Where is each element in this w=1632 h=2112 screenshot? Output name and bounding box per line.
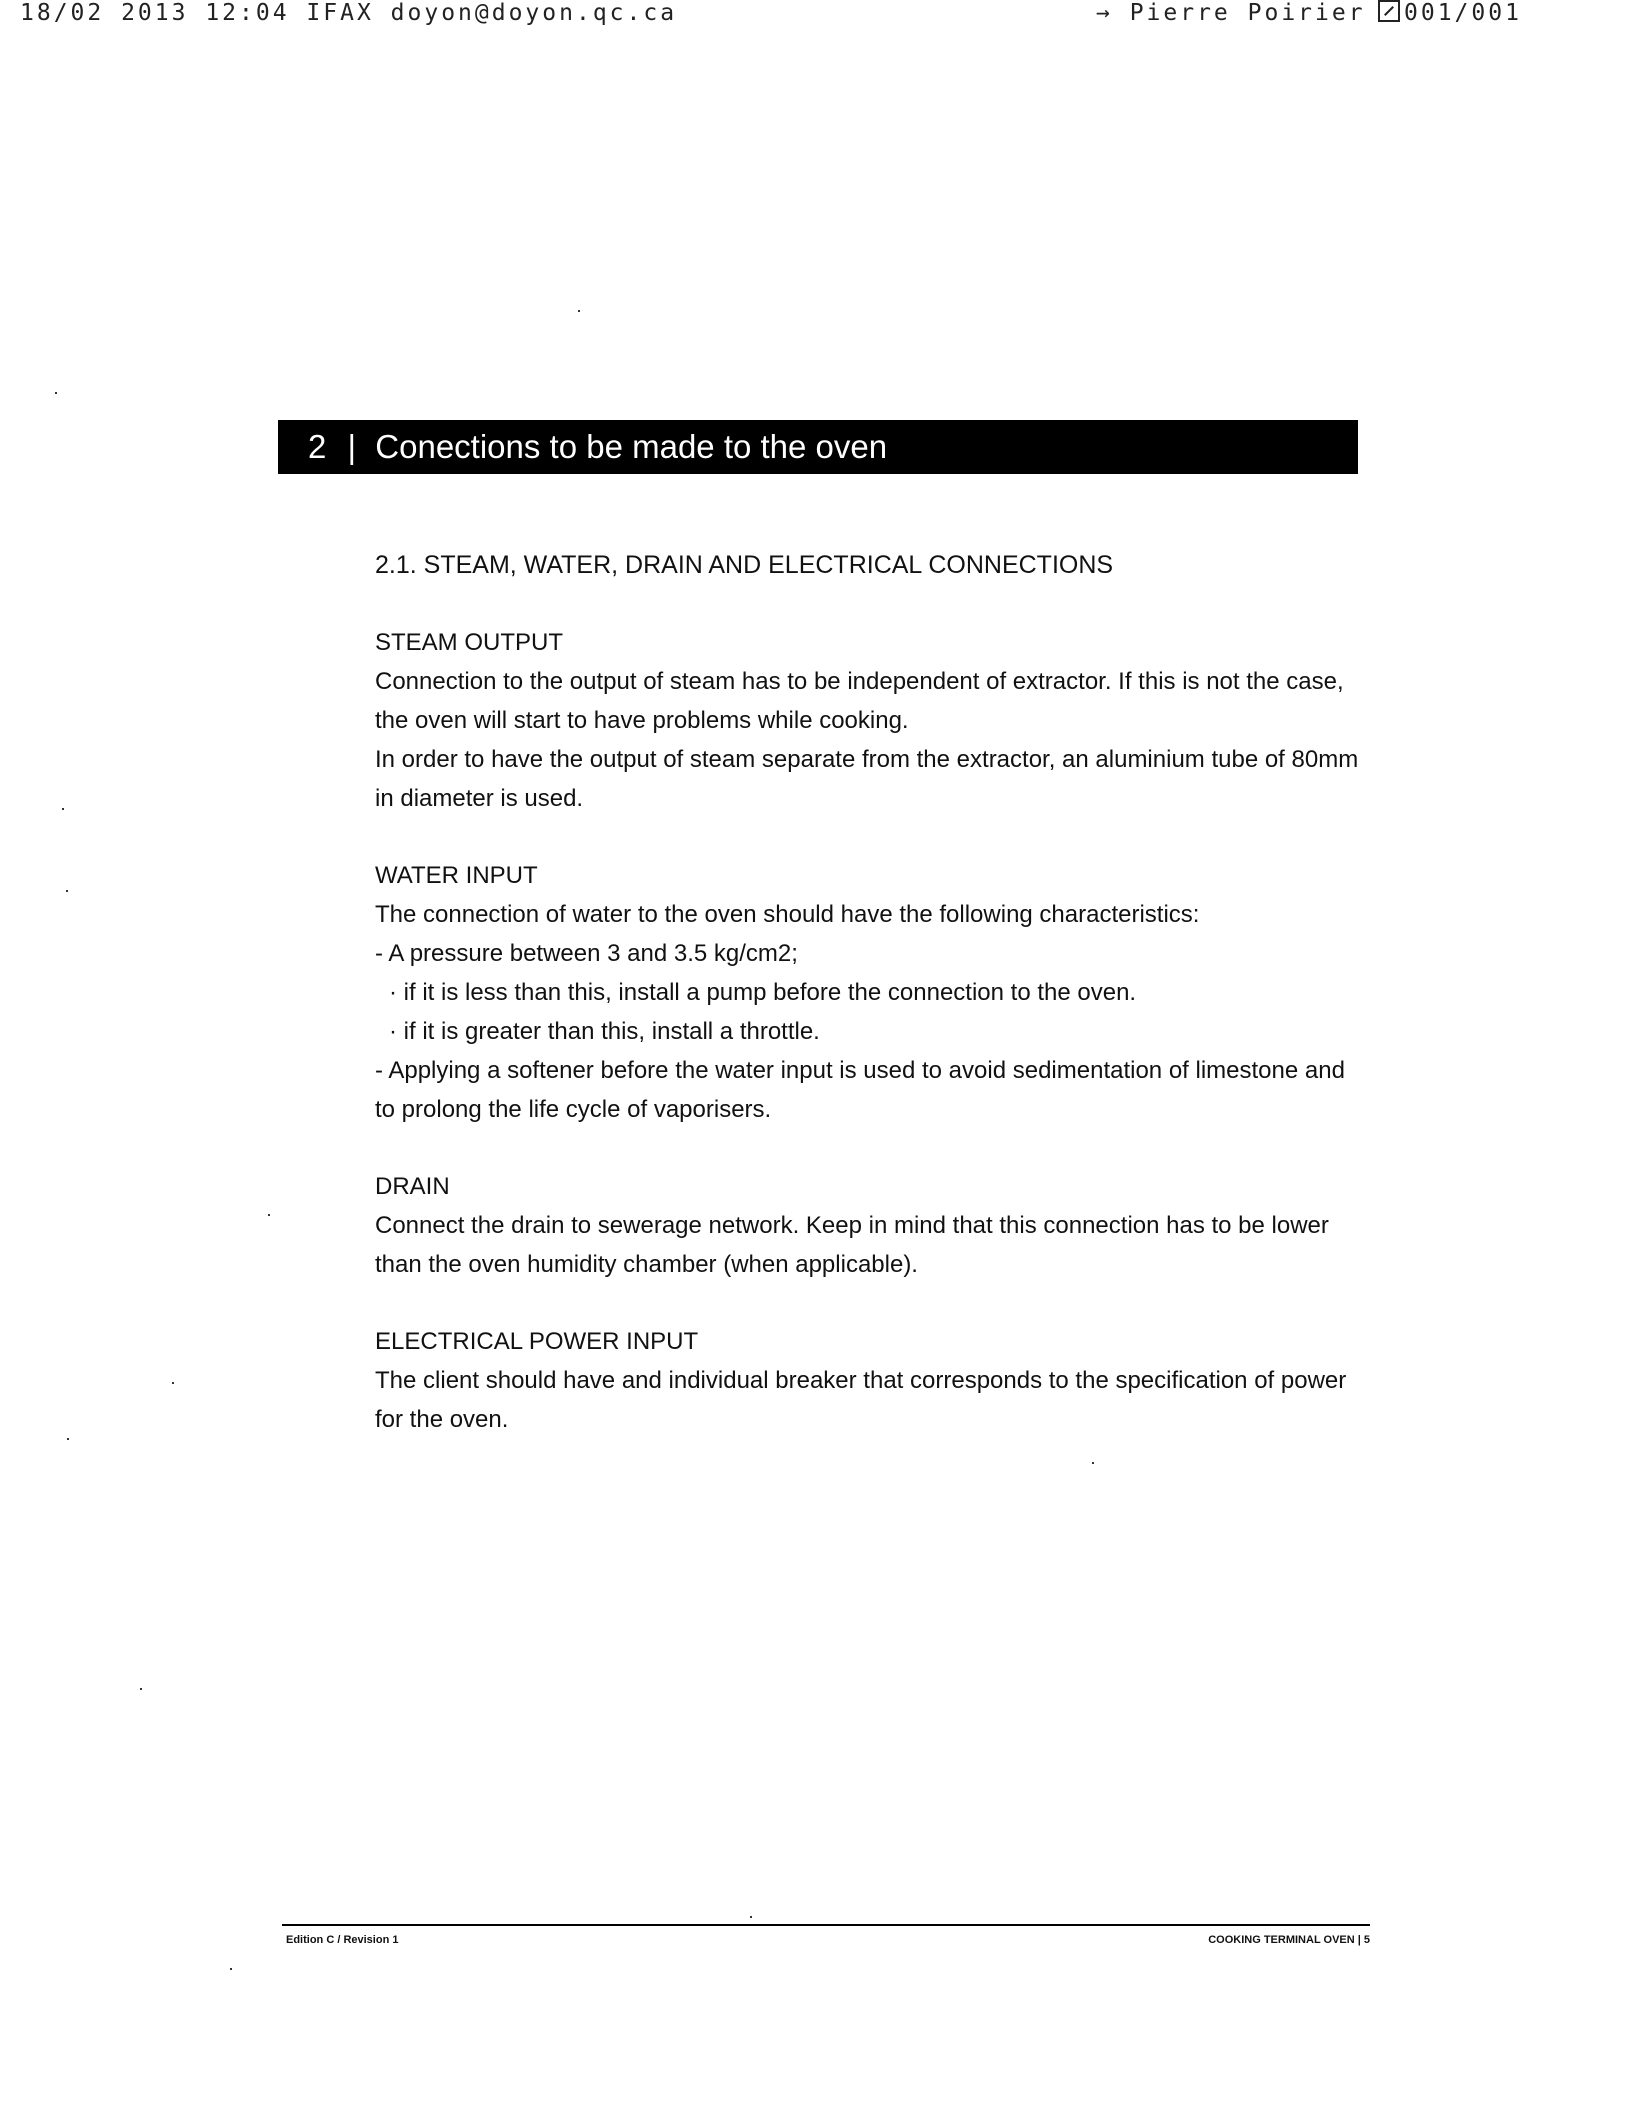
scan-speck (172, 1382, 174, 1384)
electrical-power-block (375, 1322, 1365, 1439)
water-input-pump-subitem: · if it is less than this, install a pump before the connection to the oven. (389, 979, 1137, 1006)
fax-header (0, 0, 1632, 30)
section-title: Conections to be made to the oven (375, 428, 888, 465)
water-input-throttle-subitem: · if it is greater than this, install a throttle. (389, 1018, 820, 1045)
footer-edition: Edition C / Revision 1 (286, 1934, 399, 1946)
electrical-power-heading: ELECTRICAL POWER INPUT (375, 1328, 699, 1355)
scan-speck (578, 310, 580, 312)
fax-recipient: → Pierre Poirier (1096, 0, 1366, 26)
drain-paragraph: Connect the drain to sewerage network. Keep in mind that this connection has to be lower than the oven humidity chamber (when applicable). (375, 1212, 1329, 1278)
fax-date-time: 18/02 2013 12:04 (20, 0, 290, 26)
drain-block (375, 1167, 1365, 1284)
water-input-heading: WATER INPUT (375, 862, 538, 889)
section-title-bar (278, 420, 1358, 474)
page-footer (282, 1924, 1370, 1956)
subsection-title: 2.1. STEAM, WATER, DRAIN AND ELECTRICAL CONNECTIONS (375, 551, 1114, 579)
document-body (375, 546, 1365, 1439)
fax-page-count (1378, 0, 1522, 26)
water-input-block (375, 856, 1365, 1129)
water-input-pressure-item: - A pressure between 3 and 3.5 kg/cm2; (375, 940, 798, 967)
steam-output-block (375, 623, 1365, 818)
scan-speck (67, 1438, 69, 1440)
steam-output-heading: STEAM OUTPUT (375, 629, 564, 656)
fax-sender: IFAX doyon@doyon.qc.ca (306, 0, 678, 26)
electrical-power-paragraph: The client should have and individual breaker that corresponds to the specification of power for the oven. (375, 1367, 1347, 1433)
steam-output-paragraph-2: In order to have the output of steam separate from the extractor, an aluminium tube of 80mm in diameter is used. (375, 746, 1359, 812)
water-input-intro: The connection of water to the oven should have the following characteristics: (375, 901, 1200, 928)
scan-speck (140, 1688, 142, 1690)
fax-sender-info (20, 0, 677, 26)
scan-speck (268, 1214, 270, 1216)
scan-speck (230, 1968, 232, 1970)
section-separator: | (347, 428, 357, 465)
drain-heading: DRAIN (375, 1173, 450, 1200)
scan-speck (66, 890, 68, 892)
scan-speck (62, 808, 64, 810)
scan-speck (750, 1916, 752, 1918)
scan-speck (1092, 1462, 1094, 1464)
footer-document-title: COOKING TERMINAL OVEN | 5 (1208, 1934, 1370, 1946)
fax-page-icon (1378, 0, 1400, 22)
scan-speck (55, 392, 57, 394)
fax-page-count-value: 001/001 (1404, 0, 1522, 26)
water-input-softener-item: - Applying a softener before the water input is used to avoid sedimentation of limestone and to prolong the life cycle of vaporisers. (375, 1057, 1345, 1123)
steam-output-paragraph-1: Connection to the output of steam has to be independent of extractor. If this is not the case, the oven will start to have problems while cooking. (375, 668, 1344, 734)
section-number: 2 (308, 428, 327, 465)
